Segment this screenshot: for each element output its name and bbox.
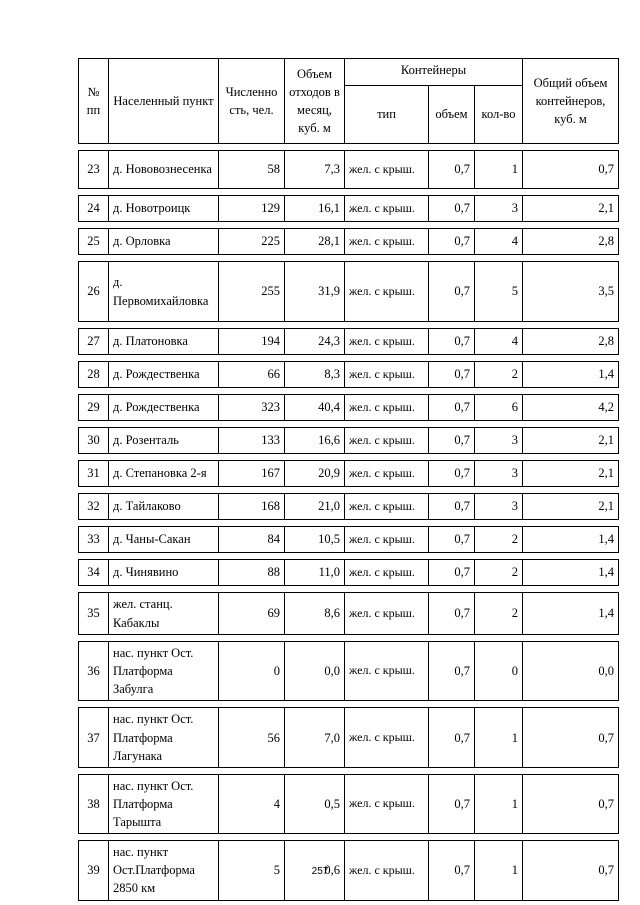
table-row	[79, 262, 619, 322]
row-separator	[79, 520, 619, 527]
container-count: 3	[475, 461, 523, 487]
table-row	[79, 151, 619, 189]
row-number: 35	[79, 593, 109, 635]
table-body	[79, 144, 619, 901]
table-row	[79, 395, 619, 421]
waste-volume-value: 16,1	[285, 196, 345, 222]
header-num: № пп	[79, 59, 109, 144]
total-volume-value: 1,4	[523, 527, 619, 553]
row-separator	[79, 701, 619, 708]
container-count: 2	[475, 527, 523, 553]
waste-volume-value: 0,5	[285, 774, 345, 833]
total-volume-value: 2,1	[523, 196, 619, 222]
table-row	[79, 428, 619, 454]
population-value: 84	[219, 527, 285, 553]
settlement-name: д. Чаны-Сакан	[109, 527, 219, 553]
row-number: 39	[79, 841, 109, 900]
container-count: 5	[475, 262, 523, 322]
header-name: Населенный пункт	[109, 59, 219, 144]
settlement-name: д. Платоновка	[109, 329, 219, 355]
row-number: 36	[79, 642, 109, 701]
container-count: 2	[475, 560, 523, 586]
container-volume: 0,7	[429, 494, 475, 520]
settlement-name: д. Нововознесенка	[109, 151, 219, 189]
settlement-name: жел. станц. Кабаклы	[109, 593, 219, 635]
container-count: 2	[475, 362, 523, 388]
table-row	[79, 494, 619, 520]
container-type: жел. с крыш.	[345, 774, 429, 833]
settlement-name: д. Рождественка	[109, 362, 219, 388]
container-count: 6	[475, 395, 523, 421]
total-volume-value: 2,1	[523, 461, 619, 487]
container-type: жел. с крыш.	[345, 395, 429, 421]
header-count: кол-во	[475, 86, 523, 144]
container-type: жел. с крыш.	[345, 560, 429, 586]
row-number: 38	[79, 774, 109, 833]
row-number: 28	[79, 362, 109, 388]
page-number: 257	[311, 866, 329, 877]
waste-volume-value: 28,1	[285, 229, 345, 255]
container-type: жел. с крыш.	[345, 229, 429, 255]
container-type: жел. с крыш.	[345, 362, 429, 388]
container-type: жел. с крыш.	[345, 527, 429, 553]
total-volume-value: 1,4	[523, 560, 619, 586]
settlement-name: д. Тайлаково	[109, 494, 219, 520]
waste-volume-value: 10,5	[285, 527, 345, 553]
row-separator	[79, 553, 619, 560]
row-separator	[79, 222, 619, 229]
row-number: 25	[79, 229, 109, 255]
table-row	[79, 527, 619, 553]
population-value: 167	[219, 461, 285, 487]
population-value: 66	[219, 362, 285, 388]
population-value: 255	[219, 262, 285, 322]
population-value: 88	[219, 560, 285, 586]
population-value: 133	[219, 428, 285, 454]
container-type: жел. с крыш.	[345, 642, 429, 701]
row-number: 23	[79, 151, 109, 189]
container-type: жел. с крыш.	[345, 461, 429, 487]
container-type: жел. с крыш.	[345, 593, 429, 635]
header-volume: объем	[429, 86, 475, 144]
settlement-name: нас. пункт Ост. Платформа Лагунака	[109, 708, 219, 767]
table-row	[79, 593, 619, 635]
row-number: 30	[79, 428, 109, 454]
container-type: жел. с крыш.	[345, 329, 429, 355]
waste-volume-value: 16,6	[285, 428, 345, 454]
container-count: 0	[475, 642, 523, 701]
table-row	[79, 461, 619, 487]
container-volume: 0,7	[429, 841, 475, 900]
row-number: 24	[79, 196, 109, 222]
container-volume: 0,7	[429, 774, 475, 833]
container-type: жел. с крыш.	[345, 196, 429, 222]
settlement-name: нас. пункт Ост.Платформа 2850 км	[109, 841, 219, 900]
container-volume: 0,7	[429, 560, 475, 586]
total-volume-value: 2,8	[523, 329, 619, 355]
containers-table	[78, 58, 619, 901]
waste-volume-value: 7,3	[285, 151, 345, 189]
population-value: 4	[219, 774, 285, 833]
row-separator	[79, 834, 619, 841]
container-count: 3	[475, 428, 523, 454]
container-volume: 0,7	[429, 151, 475, 189]
header-type: тип	[345, 86, 429, 144]
waste-volume-value: 31,9	[285, 262, 345, 322]
total-volume-value: 0,7	[523, 841, 619, 900]
settlement-name: нас. пункт Ост. Платформа Тарыштa	[109, 774, 219, 833]
container-count: 4	[475, 329, 523, 355]
container-volume: 0,7	[429, 708, 475, 767]
population-value: 323	[219, 395, 285, 421]
container-volume: 0,7	[429, 262, 475, 322]
waste-volume-value: 7,0	[285, 708, 345, 767]
row-separator	[79, 635, 619, 642]
population-value: 58	[219, 151, 285, 189]
waste-volume-value: 8,3	[285, 362, 345, 388]
population-value: 168	[219, 494, 285, 520]
table-row	[79, 329, 619, 355]
container-volume: 0,7	[429, 642, 475, 701]
container-volume: 0,7	[429, 395, 475, 421]
container-count: 2	[475, 593, 523, 635]
container-type: жел. с крыш.	[345, 151, 429, 189]
header-total: Общий объем контейнеров, куб. м	[523, 59, 619, 144]
waste-volume-value: 11,0	[285, 560, 345, 586]
total-volume-value: 4,2	[523, 395, 619, 421]
total-volume-value: 0,0	[523, 642, 619, 701]
table-row	[79, 560, 619, 586]
waste-volume-value: 40,4	[285, 395, 345, 421]
waste-volume-value: 21,0	[285, 494, 345, 520]
total-volume-value: 2,1	[523, 428, 619, 454]
row-separator	[79, 767, 619, 774]
waste-volume-value: 20,9	[285, 461, 345, 487]
total-volume-value: 1,4	[523, 593, 619, 635]
row-separator	[79, 322, 619, 329]
total-volume-value: 3,5	[523, 262, 619, 322]
table-row	[79, 708, 619, 767]
row-number: 33	[79, 527, 109, 553]
header-containers: Контейнеры	[345, 59, 523, 86]
container-count: 3	[475, 196, 523, 222]
table-row	[79, 362, 619, 388]
table-row	[79, 774, 619, 833]
row-separator	[79, 586, 619, 593]
population-value: 56	[219, 708, 285, 767]
container-volume: 0,7	[429, 428, 475, 454]
header-population: Численно сть, чел.	[219, 59, 285, 144]
row-number: 37	[79, 708, 109, 767]
population-value: 69	[219, 593, 285, 635]
population-value: 0	[219, 642, 285, 701]
container-count: 1	[475, 841, 523, 900]
container-type: жел. с крыш.	[345, 708, 429, 767]
row-separator	[79, 144, 619, 151]
container-count: 1	[475, 774, 523, 833]
total-volume-value: 1,4	[523, 362, 619, 388]
container-volume: 0,7	[429, 229, 475, 255]
population-value: 225	[219, 229, 285, 255]
waste-volume-value: 8,6	[285, 593, 345, 635]
total-volume-value: 2,1	[523, 494, 619, 520]
row-separator	[79, 487, 619, 494]
total-volume-value: 0,7	[523, 151, 619, 189]
container-volume: 0,7	[429, 593, 475, 635]
row-separator	[79, 388, 619, 395]
waste-volume-value: 0,6	[285, 841, 345, 900]
waste-volume-value: 0,0	[285, 642, 345, 701]
settlement-name: нас. пункт Ост. Платформа Забулга	[109, 642, 219, 701]
total-volume-value: 0,7	[523, 708, 619, 767]
population-value: 5	[219, 841, 285, 900]
row-separator	[79, 189, 619, 196]
settlement-name: д. Рождественка	[109, 395, 219, 421]
container-count: 1	[475, 708, 523, 767]
container-type: жел. с крыш.	[345, 841, 429, 900]
container-count: 1	[475, 151, 523, 189]
row-number: 34	[79, 560, 109, 586]
table-row	[79, 196, 619, 222]
container-type: жел. с крыш.	[345, 262, 429, 322]
settlement-name: д. Орловка	[109, 229, 219, 255]
row-number: 27	[79, 329, 109, 355]
container-volume: 0,7	[429, 461, 475, 487]
settlement-name: д. Степановка 2-я	[109, 461, 219, 487]
row-separator	[79, 255, 619, 262]
waste-volume-value: 24,3	[285, 329, 345, 355]
population-value: 129	[219, 196, 285, 222]
row-number: 31	[79, 461, 109, 487]
population-value: 194	[219, 329, 285, 355]
container-count: 3	[475, 494, 523, 520]
container-type: жел. с крыш.	[345, 428, 429, 454]
settlement-name: д. Новотроицк	[109, 196, 219, 222]
settlement-name: д. Первомихайловка	[109, 262, 219, 322]
container-volume: 0,7	[429, 362, 475, 388]
row-number: 26	[79, 262, 109, 322]
table-row	[79, 229, 619, 255]
container-volume: 0,7	[429, 329, 475, 355]
container-volume: 0,7	[429, 527, 475, 553]
row-separator	[79, 355, 619, 362]
row-separator	[79, 454, 619, 461]
settlement-name: д. Розенталь	[109, 428, 219, 454]
table-row	[79, 642, 619, 701]
row-number: 32	[79, 494, 109, 520]
row-separator	[79, 421, 619, 428]
total-volume-value: 2,8	[523, 229, 619, 255]
header-waste: Объем отходов в месяц, куб. м	[285, 59, 345, 144]
container-volume: 0,7	[429, 196, 475, 222]
container-type: жел. с крыш.	[345, 494, 429, 520]
container-count: 4	[475, 229, 523, 255]
total-volume-value: 0,7	[523, 774, 619, 833]
settlement-name: д. Чинявино	[109, 560, 219, 586]
row-number: 29	[79, 395, 109, 421]
